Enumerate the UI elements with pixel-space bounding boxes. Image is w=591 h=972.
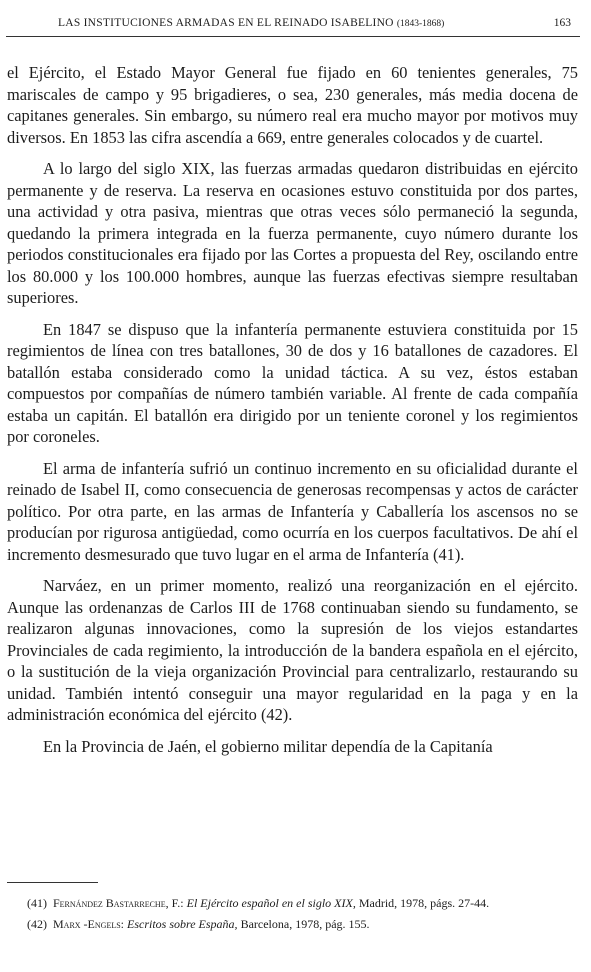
footnote-author: Fernández Bastarreche, F.: — [53, 896, 184, 910]
paragraph-5: Narváez, en un primer momento, realizó una reorganización en el ejército. Aunque las ordenanzas de Carlos III de 1768 continuaban siendo su fundamento, se realizaron algunas innovaciones, como la supresión de los viejos estandartes Provinciales de cada regimiento, la introducción de la bandera española en el ejército, o la sustitución de la vieja organización Provincial para centralizarlo, restaurando su unidad. También intentó conseguir una mayor regularidad en la paga y en la administración económica del ejército (42). — [7, 576, 578, 724]
footnote-rest: Barcelona, 1978, pág. 155. — [237, 916, 370, 931]
paragraph-6: En la Provincia de Jaén, el gobierno militar dependía de la Capitanía — [43, 736, 493, 756]
footnote-title: Escritos sobre España, — [127, 916, 238, 931]
running-head — [58, 17, 444, 29]
running-head-title: LAS INSTITUCIONES ARMADAS EN EL REINADO ISABELINO — [58, 17, 394, 29]
footnote-author: Marx -Engels: — [53, 916, 124, 931]
footnote-rest: Madrid, 1978, págs. 27-44. — [355, 896, 490, 910]
body-text — [7, 62, 578, 767]
running-head-years: (1843-1868) — [396, 19, 445, 29]
page-number: 163 — [553, 17, 571, 29]
footnote-number: (42) — [27, 916, 47, 931]
paragraph-2: A lo largo del siglo XIX, las fuerzas armadas quedaron distribuidas en ejército permanente y de reserva. La reserva en ocasiones estuvo constituida por dos partes, una actividad y otra pasiva, mientras que otras veces sólo permaneció la segunda, quedando la primera integrada en la fuerza permanente, cuyo número durante los periodos constitucionales era fijado por las Cortes a propuesta del Rey, oscilando entre los 80.000 y los 100.000 hombres, aunque las fuerzas efectivas siempre resultaban superiores. — [7, 159, 578, 307]
footnote-41 — [7, 895, 578, 912]
paragraph-3: En 1847 se dispuso que la infantería permanente estuviera constituida por 15 regimientos de línea con tres batallones, 30 de dos y 16 batallones de cazadores. El batallón estaba considerado como la unidad táctica. A su vez, éstos estaban compuestos por compañías de número también variable. Al frente de cada compañía estaba un capitán. El batallón era dirigido por un teniente coronel y los regimientos por coroneles. — [7, 319, 578, 446]
paragraph-4: El arma de infantería sufrió un continuo incremento en su oficialidad durante el reinado de Isabel II, como consecuencia de generosas recompensas y actos de carácter político. Por otra parte, en las armas de Infantería y Caballería los ascensos no se producían por rigurosa antigüedad, como ocurría en los cuerpos facultativos. De ahí el incremento desmesurado que tuvo lugar en el arma de Infantería (41). — [7, 458, 578, 564]
footnote-separator — [7, 882, 98, 883]
footnotes — [7, 895, 578, 936]
paragraph-1: el Ejército, el Estado Mayor General fue fijado en 60 tenientes generales, 75 mariscales de campo y 95 brigadieres, o sea, 230 generales, más media docena de capitanes generales. Sin embargo, su número real era mucho mayor por motivos muy diversos. En 1853 las cifra ascendía a 669, entre generales colocados y de cuartel. — [7, 63, 578, 147]
footnote-title: El Ejército español en el siglo XIX, — [186, 896, 356, 910]
footnote-42 — [7, 916, 578, 933]
footnote-number: (41) — [27, 896, 47, 910]
page-header — [6, 10, 580, 37]
